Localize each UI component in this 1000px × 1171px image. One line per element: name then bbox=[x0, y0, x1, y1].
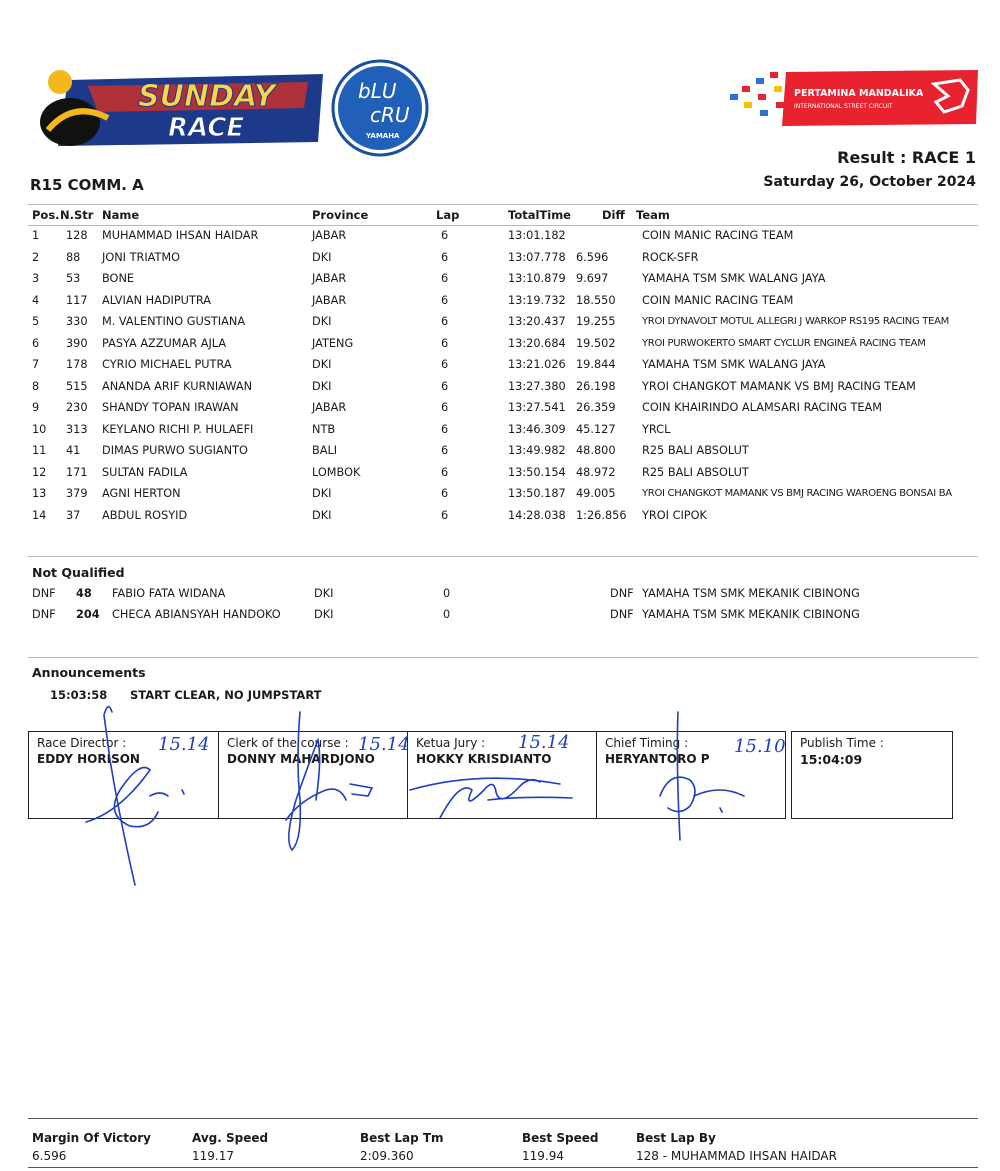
result-row bbox=[28, 419, 978, 440]
col-diff: Diff bbox=[602, 208, 625, 222]
rider-name-cell: JONI TRIATMO bbox=[102, 250, 181, 264]
avg-speed-value: 119.17 bbox=[192, 1149, 234, 1163]
result-row bbox=[28, 505, 978, 526]
team-cell: COIN MANIC RACING TEAM bbox=[642, 293, 794, 307]
race-director-role: Race Director : bbox=[37, 736, 127, 750]
rider-name-cell: ABDUL ROSYID bbox=[102, 508, 188, 522]
diff-cell: 19.844 bbox=[576, 358, 616, 371]
team-cell: R25 BALI ABSOLUT bbox=[642, 444, 749, 457]
start-number-cell: 53 bbox=[66, 272, 81, 285]
result-row bbox=[28, 311, 978, 332]
start-number-cell: 390 bbox=[66, 336, 88, 350]
lap-cell: 6 bbox=[441, 358, 449, 371]
total-time-cell: 13:07.778 bbox=[508, 250, 566, 264]
result-row bbox=[28, 462, 978, 483]
timing-name: HERYANTORO P bbox=[605, 752, 710, 766]
lap-cell: 6 bbox=[441, 229, 449, 242]
diff-cell: 49.005 bbox=[576, 487, 616, 500]
team-cell: ROCK-SFR bbox=[642, 250, 699, 264]
not-qualified-row bbox=[28, 604, 978, 625]
start-number-cell: 128 bbox=[66, 229, 88, 242]
result-row bbox=[28, 397, 978, 418]
col-name: Name bbox=[102, 208, 140, 222]
pos-cell: 10 bbox=[32, 422, 47, 436]
diff-cell: 45.127 bbox=[576, 422, 616, 436]
total-time-cell: 13:49.982 bbox=[508, 444, 566, 457]
team-cell: YROI CHANGKOT MAMANK VS BMJ RACING TEAM bbox=[642, 379, 916, 393]
rider-name-cell: AGNI HERTON bbox=[102, 487, 181, 500]
province-cell: DKI bbox=[312, 358, 332, 371]
total-time-cell: 13:10.879 bbox=[508, 272, 566, 285]
col-nstr: N.Str bbox=[60, 208, 94, 222]
total-time-cell: 14:28.038 bbox=[508, 508, 566, 522]
start-number-cell: 330 bbox=[66, 315, 88, 328]
jury-handwritten-time: 15.14 bbox=[518, 732, 570, 753]
lap-cell: 6 bbox=[441, 508, 449, 522]
margin-of-victory-label: Margin Of Victory bbox=[32, 1131, 152, 1145]
start-number-cell: 117 bbox=[66, 293, 88, 307]
svg-text:PERTAMINA MANDALIKA: PERTAMINA MANDALIKA bbox=[794, 88, 924, 99]
race-summary-footer bbox=[28, 1118, 978, 1168]
result-row bbox=[28, 247, 978, 268]
col-pos: Pos. bbox=[32, 208, 60, 222]
province-cell: DKI bbox=[312, 379, 332, 393]
province-cell: DKI bbox=[312, 508, 332, 522]
diff-cell: 19.502 bbox=[576, 336, 616, 350]
nq-lap-cell: 0 bbox=[443, 608, 451, 621]
publish-time-box bbox=[791, 731, 953, 819]
not-qualified-title: Not Qualified bbox=[32, 565, 125, 580]
pos-cell: 12 bbox=[32, 465, 47, 479]
start-number-cell: 515 bbox=[66, 379, 88, 393]
pos-cell: 7 bbox=[32, 358, 40, 371]
lap-cell: 6 bbox=[441, 401, 449, 414]
pos-cell: 11 bbox=[32, 444, 47, 457]
best-lap-time-value: 2:09.360 bbox=[360, 1149, 414, 1163]
province-cell: BALI bbox=[312, 444, 338, 457]
result-row bbox=[28, 376, 978, 397]
rider-name-cell: PASYA AZZUMAR AJLA bbox=[102, 336, 227, 350]
total-time-cell: 13:21.026 bbox=[508, 358, 566, 371]
total-time-cell: 13:50.154 bbox=[508, 465, 566, 479]
nq-rider-name-cell: CHECA ABIANSYAH HANDOKO bbox=[112, 608, 281, 621]
result-row bbox=[28, 268, 978, 289]
total-time-cell: 13:20.684 bbox=[508, 336, 566, 350]
lap-cell: 6 bbox=[441, 336, 449, 350]
col-lap: Lap bbox=[436, 208, 460, 222]
start-number-cell: 230 bbox=[66, 401, 88, 414]
nq-start-number-cell: 48 bbox=[76, 587, 92, 600]
team-cell: COIN KHAIRINDO ALAMSARI RACING TEAM bbox=[642, 401, 883, 414]
diff-cell: 48.800 bbox=[576, 444, 616, 457]
announcement-text: START CLEAR, NO JUMPSTART bbox=[130, 688, 322, 702]
timing-handwritten-time: 15.10 bbox=[734, 736, 786, 757]
start-number-cell: 379 bbox=[66, 487, 88, 500]
blucru-logo bbox=[330, 58, 430, 158]
nq-lap-cell: 0 bbox=[443, 587, 451, 600]
diff-cell: 6.596 bbox=[576, 250, 609, 264]
start-number-cell: 178 bbox=[66, 358, 88, 371]
pos-cell: 14 bbox=[32, 508, 47, 522]
publish-time-value: 15:04:09 bbox=[800, 752, 863, 767]
announcement-time: 15:03:58 bbox=[50, 688, 108, 702]
best-lap-by-label: Best Lap By bbox=[636, 1131, 716, 1145]
diff-cell: 9.697 bbox=[576, 272, 609, 285]
rider-name-cell: ALVIAN HADIPUTRA bbox=[102, 293, 211, 307]
province-cell: NTB bbox=[312, 422, 336, 436]
pos-cell: 1 bbox=[32, 229, 40, 242]
results-table-header bbox=[28, 204, 978, 226]
nq-province-cell: DKI bbox=[314, 608, 334, 621]
lap-cell: 6 bbox=[441, 379, 449, 393]
rider-name-cell: ANANDA ARIF KURNIAWAN bbox=[102, 379, 253, 393]
rider-name-cell: DIMAS PURWO SUGIANTO bbox=[102, 444, 248, 457]
rider-name-cell: KEYLANO RICHI P. HULAEFI bbox=[102, 422, 254, 436]
province-cell: JABAR bbox=[312, 401, 347, 414]
divider bbox=[28, 556, 978, 557]
nq-province-cell: DKI bbox=[314, 587, 334, 600]
svg-text:cRU: cRU bbox=[370, 103, 410, 127]
team-cell: YROI CHANGKOT MAMANK VS BMJ RACING WAROENG BONSAI BA bbox=[642, 488, 952, 499]
province-cell: JABAR bbox=[312, 272, 347, 285]
lap-cell: 6 bbox=[441, 315, 449, 328]
clerk-handwritten-time: 15.14 bbox=[358, 734, 410, 755]
best-speed-value: 119.94 bbox=[522, 1149, 564, 1163]
lap-cell: 6 bbox=[441, 444, 449, 457]
nq-team-cell: YAMAHA TSM SMK MEKANIK CIBINONG bbox=[642, 608, 860, 621]
best-lap-time-label: Best Lap Tm bbox=[360, 1131, 444, 1145]
total-time-cell: 13:01.182 bbox=[508, 229, 566, 242]
team-cell: YAMAHA TSM SMK WALANG JAYA bbox=[642, 358, 826, 371]
rider-name-cell: SULTAN FADILA bbox=[102, 465, 188, 479]
divider bbox=[28, 657, 978, 658]
lap-cell: 6 bbox=[441, 487, 449, 500]
best-speed-label: Best Speed bbox=[522, 1131, 599, 1145]
diff-cell: 26.359 bbox=[576, 401, 616, 414]
total-time-cell: 13:20.437 bbox=[508, 315, 566, 328]
team-cell: YAMAHA TSM SMK WALANG JAYA bbox=[642, 272, 826, 285]
nq-pos-cell: DNF bbox=[32, 587, 56, 600]
result-title: Result : RACE 1 bbox=[837, 148, 976, 167]
jury-role: Ketua Jury : bbox=[416, 736, 486, 750]
clerk-role: Clerk of the course : bbox=[227, 736, 349, 750]
result-row bbox=[28, 290, 978, 311]
diff-cell: 26.198 bbox=[576, 379, 616, 393]
col-province: Province bbox=[312, 208, 369, 222]
total-time-cell: 13:27.541 bbox=[508, 401, 566, 414]
result-row bbox=[28, 440, 978, 461]
result-row bbox=[28, 225, 978, 246]
province-cell: LOMBOK bbox=[312, 465, 361, 479]
nq-start-number-cell: 204 bbox=[76, 608, 100, 621]
rider-name-cell: BONE bbox=[102, 272, 135, 285]
rider-name-cell: M. VALENTINO GUSTIANA bbox=[102, 315, 246, 328]
team-cell: R25 BALI ABSOLUT bbox=[642, 465, 749, 479]
lap-cell: 6 bbox=[441, 272, 449, 285]
jury-name: HOKKY KRISDIANTO bbox=[416, 752, 552, 766]
class-name: R15 COMM. A bbox=[30, 176, 144, 194]
race-director-handwritten-time: 15.14 bbox=[158, 734, 210, 755]
not-qualified-row bbox=[28, 583, 978, 604]
svg-text:YAMAHA: YAMAHA bbox=[366, 132, 400, 140]
diff-cell: 19.255 bbox=[576, 315, 616, 328]
pos-cell: 8 bbox=[32, 379, 40, 393]
lap-cell: 6 bbox=[441, 465, 449, 479]
team-cell: YROI CIPOK bbox=[642, 508, 707, 522]
rider-name-cell: CYRIO MICHAEL PUTRA bbox=[102, 358, 232, 371]
rider-name-cell: MUHAMMAD IHSAN HAIDAR bbox=[102, 229, 259, 242]
lap-cell: 6 bbox=[441, 250, 449, 264]
col-total-time: TotalTime bbox=[508, 208, 571, 222]
start-number-cell: 313 bbox=[66, 422, 88, 436]
diff-cell: 18.550 bbox=[576, 293, 616, 307]
total-time-cell: 13:27.380 bbox=[508, 379, 566, 393]
rider-name-cell: SHANDY TOPAN IRAWAN bbox=[102, 401, 239, 414]
total-time-cell: 13:46.309 bbox=[508, 422, 566, 436]
province-cell: DKI bbox=[312, 250, 332, 264]
nq-rider-name-cell: FABIO FATA WIDANA bbox=[112, 587, 226, 600]
svg-text:bLU: bLU bbox=[358, 79, 397, 103]
province-cell: DKI bbox=[312, 487, 332, 500]
sunday-race-logo bbox=[28, 60, 328, 155]
pos-cell: 3 bbox=[32, 272, 40, 285]
pertamina-mandalika-logo bbox=[722, 66, 980, 132]
result-row bbox=[28, 354, 978, 375]
diff-cell: 1:26.856 bbox=[576, 508, 627, 522]
best-lap-by-value: 128 - MUHAMMAD IHSAN HAIDAR bbox=[636, 1149, 837, 1163]
lap-cell: 6 bbox=[441, 293, 449, 307]
margin-of-victory-value: 6.596 bbox=[32, 1149, 67, 1163]
province-cell: JABAR bbox=[312, 229, 347, 242]
province-cell: JATENG bbox=[312, 336, 354, 350]
svg-text:SUNDAY: SUNDAY bbox=[138, 79, 276, 114]
nq-team-cell: YAMAHA TSM SMK MEKANIK CIBINONG bbox=[642, 587, 860, 600]
publish-role: Publish Time : bbox=[800, 736, 884, 750]
province-cell: JABAR bbox=[312, 293, 347, 307]
team-cell: YROI PURWOKERTO SMART CYCLUR ENGINEÂ RACING TEAM bbox=[642, 337, 926, 349]
race-director-name: EDDY HORISON bbox=[37, 752, 140, 766]
total-time-cell: 13:19.732 bbox=[508, 293, 566, 307]
start-number-cell: 171 bbox=[66, 465, 88, 479]
announcements-title: Announcements bbox=[32, 665, 146, 680]
pos-cell: 4 bbox=[32, 293, 40, 307]
svg-text:INTERNATIONAL STREET CIRCUIT: INTERNATIONAL STREET CIRCUIT bbox=[794, 103, 893, 110]
svg-text:RACE: RACE bbox=[168, 113, 245, 143]
pos-cell: 2 bbox=[32, 250, 40, 264]
start-number-cell: 41 bbox=[66, 444, 81, 457]
lap-cell: 6 bbox=[441, 422, 449, 436]
pos-cell: 13 bbox=[32, 487, 47, 500]
province-cell: DKI bbox=[312, 315, 332, 328]
pos-cell: 9 bbox=[32, 401, 40, 414]
diff-cell: 48.972 bbox=[576, 465, 616, 479]
start-number-cell: 88 bbox=[66, 250, 81, 264]
clerk-name: DONNY MAHARDJONO bbox=[227, 752, 375, 766]
result-row bbox=[28, 333, 978, 354]
nq-pos-cell: DNF bbox=[32, 608, 56, 621]
event-date: Saturday 26, October 2024 bbox=[763, 174, 976, 190]
result-row bbox=[28, 483, 978, 504]
nq-status-cell: DNF bbox=[610, 608, 634, 621]
team-cell: YRCL bbox=[642, 422, 671, 436]
start-number-cell: 37 bbox=[66, 508, 81, 522]
total-time-cell: 13:50.187 bbox=[508, 487, 566, 500]
team-cell: COIN MANIC RACING TEAM bbox=[642, 229, 794, 242]
team-cell: YROI DYNAVOLT MOTUL ALLEGRI J WARKOP RS195 RACING TEAM bbox=[642, 316, 949, 327]
nq-status-cell: DNF bbox=[610, 587, 634, 600]
pos-cell: 5 bbox=[32, 315, 40, 328]
avg-speed-label: Avg. Speed bbox=[192, 1131, 269, 1145]
col-team: Team bbox=[636, 208, 670, 222]
pos-cell: 6 bbox=[32, 336, 40, 350]
timing-role: Chief Timing : bbox=[605, 736, 689, 750]
